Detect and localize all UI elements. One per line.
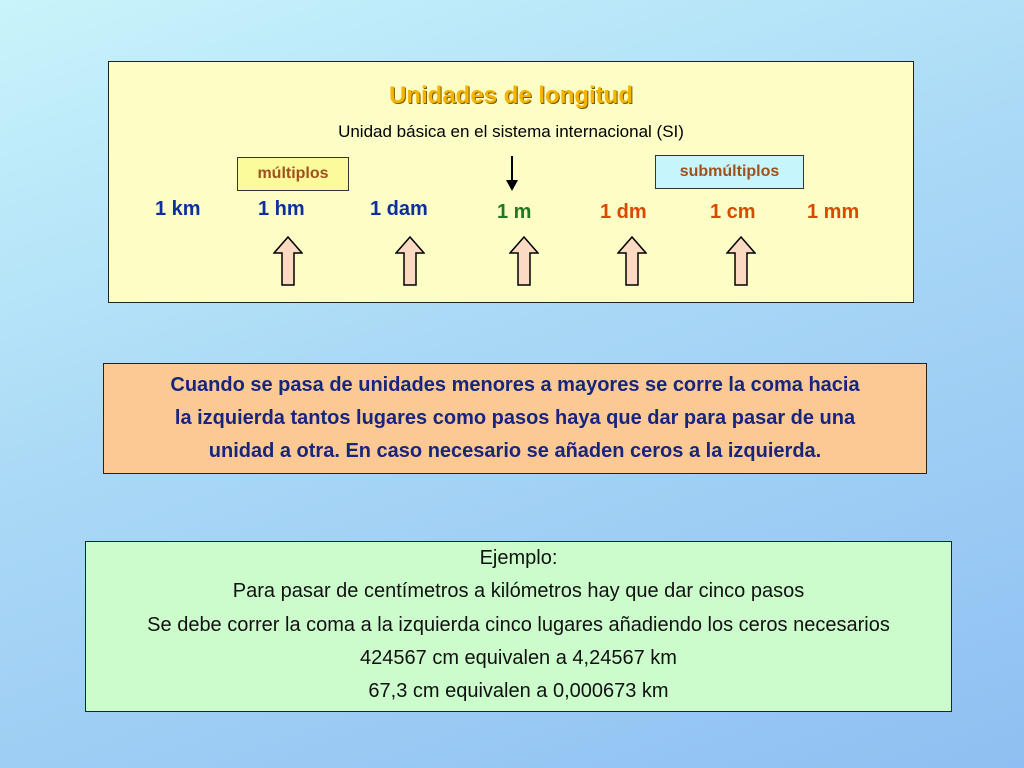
unit-km: 1 km [155, 198, 201, 220]
unit-m: 1 m [497, 201, 532, 223]
arrow-up-icon [395, 236, 425, 286]
submultiples-label: submúltiplos [655, 155, 804, 189]
rule-line: la izquierda tantos lugares como pasos haya que dar para pasar de una [174, 407, 856, 429]
rule-panel [103, 363, 927, 474]
example-line: 424567 cm equivalen a 4,24567 km [360, 647, 677, 669]
arrow-up-icon [273, 236, 303, 286]
unit-cm: 1 cm [710, 201, 756, 223]
unit-mm: 1 mm [807, 201, 860, 223]
example-panel [85, 541, 952, 712]
rule-line: Cuando se pasa de unidades menores a mayores se corre la coma hacia [170, 374, 860, 396]
unit-dam: 1 dam [370, 198, 428, 220]
panel-subtitle: Unidad básica en el sistema internacional (SI) [338, 122, 684, 141]
example-line: 67,3 cm equivalen a 0,000673 km [368, 680, 669, 702]
arrow-up-icon [617, 236, 647, 286]
example-line: Para pasar de centímetros a kilómetros hay que dar cinco pasos [232, 580, 805, 602]
example-heading: Ejemplo: [479, 547, 558, 569]
arrow-up-icon [509, 236, 539, 286]
unit-dm: 1 dm [600, 201, 647, 223]
arrow-down-icon [504, 156, 520, 192]
example-line: Se debe correr la coma a la izquierda cinco lugares añadiendo los ceros necesarios [147, 614, 890, 636]
unit-hm: 1 hm [258, 198, 305, 220]
panel-title: Unidades de longitud [389, 82, 633, 109]
multiples-label: múltiplos [237, 157, 349, 191]
arrow-up-icon [726, 236, 756, 286]
units-panel [108, 61, 914, 303]
rule-line: unidad a otra. En caso necesario se añaden ceros a la izquierda. [208, 440, 822, 462]
